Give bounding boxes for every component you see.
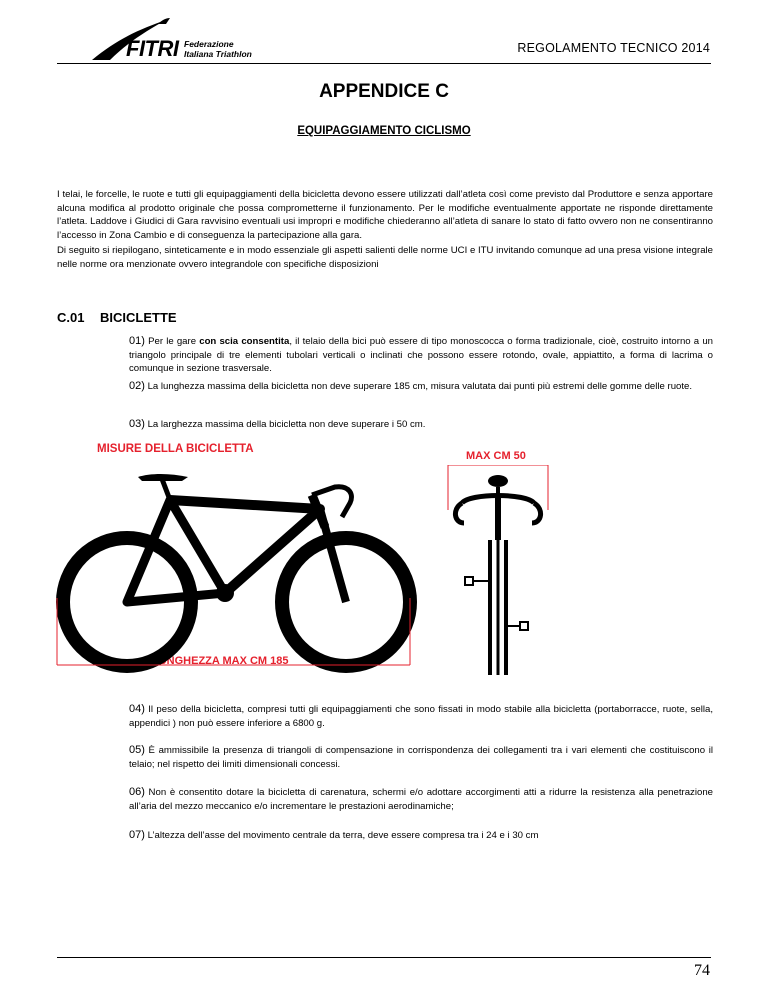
rule-number: 07) — [129, 829, 145, 841]
page-number: 74 — [694, 962, 710, 979]
rule-number: 01) — [129, 335, 145, 347]
length-measure-lines — [57, 598, 410, 665]
page-subtitle: EQUIPAGGIAMENTO CICLISMO — [297, 125, 471, 137]
rule-number: 02) — [129, 380, 145, 392]
rule-item-04 — [129, 703, 713, 730]
rule-item-07 — [129, 829, 713, 843]
rule-text: Non è consentito dotare la bicicletta di carenatura, schermi e/o adottare accorgimenti atti a ridurre la resistenza alla penetrazione all’aria del mezzo meccanico e/o incrementare le prestazioni aerodinamiche; — [129, 787, 713, 812]
rule-number: 03) — [129, 418, 145, 430]
rule-text: La lunghezza massima della bicicletta non deve superare 185 cm, misura valutata dai punti più estremi delle gomme delle ruote. — [144, 381, 693, 392]
rule-item-06 — [129, 786, 713, 813]
intro-paragraph-2: Di seguito si riepilogano, sinteticamente e in modo essenziale gli aspetti salienti delle norme UCI e ITU invitando comunque ad una presa visione integrale nelle norme ora menzionate ovvero integrandole con specifiche disposizioni — [57, 245, 713, 270]
max-width-label: MAX CM 50 — [466, 450, 526, 462]
rule-number: 05) — [129, 744, 145, 756]
logo-line-1: Federazione — [184, 39, 234, 49]
logo-line-2: Italiana Triathlon — [184, 49, 252, 59]
rule-item-01 — [129, 335, 713, 376]
rule-number: 06) — [129, 786, 145, 798]
max-length-label: LUNGHEZZA MAX CM 185 — [152, 655, 289, 667]
logo-mark: FITRI — [126, 36, 179, 61]
rule-text: La larghezza massima della bicicletta non deve superare i 50 cm. — [144, 419, 426, 430]
rule-text-bold: con scia consentita — [199, 336, 290, 347]
rule-item-03 — [129, 418, 713, 432]
figure-title: MISURE DELLA BICICLETTA — [97, 443, 254, 455]
rule-text-pre: Per le gare — [144, 336, 200, 347]
footer-divider — [57, 957, 711, 958]
page-title: APPENDICE C — [319, 81, 449, 102]
section-title: BICICLETTE — [100, 310, 177, 325]
document-title: REGOLAMENTO TECNICO 2014 — [517, 41, 710, 55]
bicycle-diagram — [50, 465, 560, 685]
rule-text: Il peso della bicicletta, compresi tutti gli equipaggiamenti che sono fissati in modo stabile alla bicicletta (portaborracce, ruote, sella, appendici ) non può essere inferiore a 6800 g. — [129, 704, 713, 729]
rule-text-post: , il telaio della bici può essere di tipo monoscocca o forma tradizionale, cioè, costruito intorno a un triangolo principale di tre elementi tubolari verticali o inclinati che possono essere rotondo, ovale, appiattito, a forma di lacrima o comunque in sezione trasversale. — [129, 336, 713, 374]
rule-text: È ammissibile la presenza di triangoli di compensazione in corrispondenza dei collegamenti tra i vari elementi che costituiscono il telaio; nel rispetto dei limiti dimensionali concessi. — [129, 745, 713, 770]
rule-text: L’altezza dell’asse del movimento centrale da terra, deve essere compresa tra i 24 e i 30 cm — [144, 830, 539, 841]
header-divider — [57, 63, 711, 64]
fitri-logo — [88, 16, 258, 62]
bicycle-side-view-icon — [63, 474, 410, 666]
bicycle-front-view-icon — [448, 465, 548, 675]
section-number: C.01 — [57, 310, 85, 325]
rule-item-02 — [129, 380, 713, 394]
intro-paragraph-1: I telai, le forcelle, le ruote e tutti gli equipaggiamenti della bicicletta devono essere utilizzati dall’atleta così come previsto dal Produttore e senza apportare alcuna modifica al prodotto originale che possa comprometterne il funzionamento. Per le modifiche eventualmente apportate ne risponde direttamente l’atleta. Laddove i Giudici di Gara ravvisino eventuali usi impropri e modifiche chiederanno all’atleta di sanare lo stato di fatto ovvero non ne consentiranno l’accesso in Zona Cambio e di conseguenza la partecipazione alla gara. — [57, 189, 713, 241]
rule-number: 04) — [129, 703, 145, 715]
rule-item-05 — [129, 744, 713, 771]
